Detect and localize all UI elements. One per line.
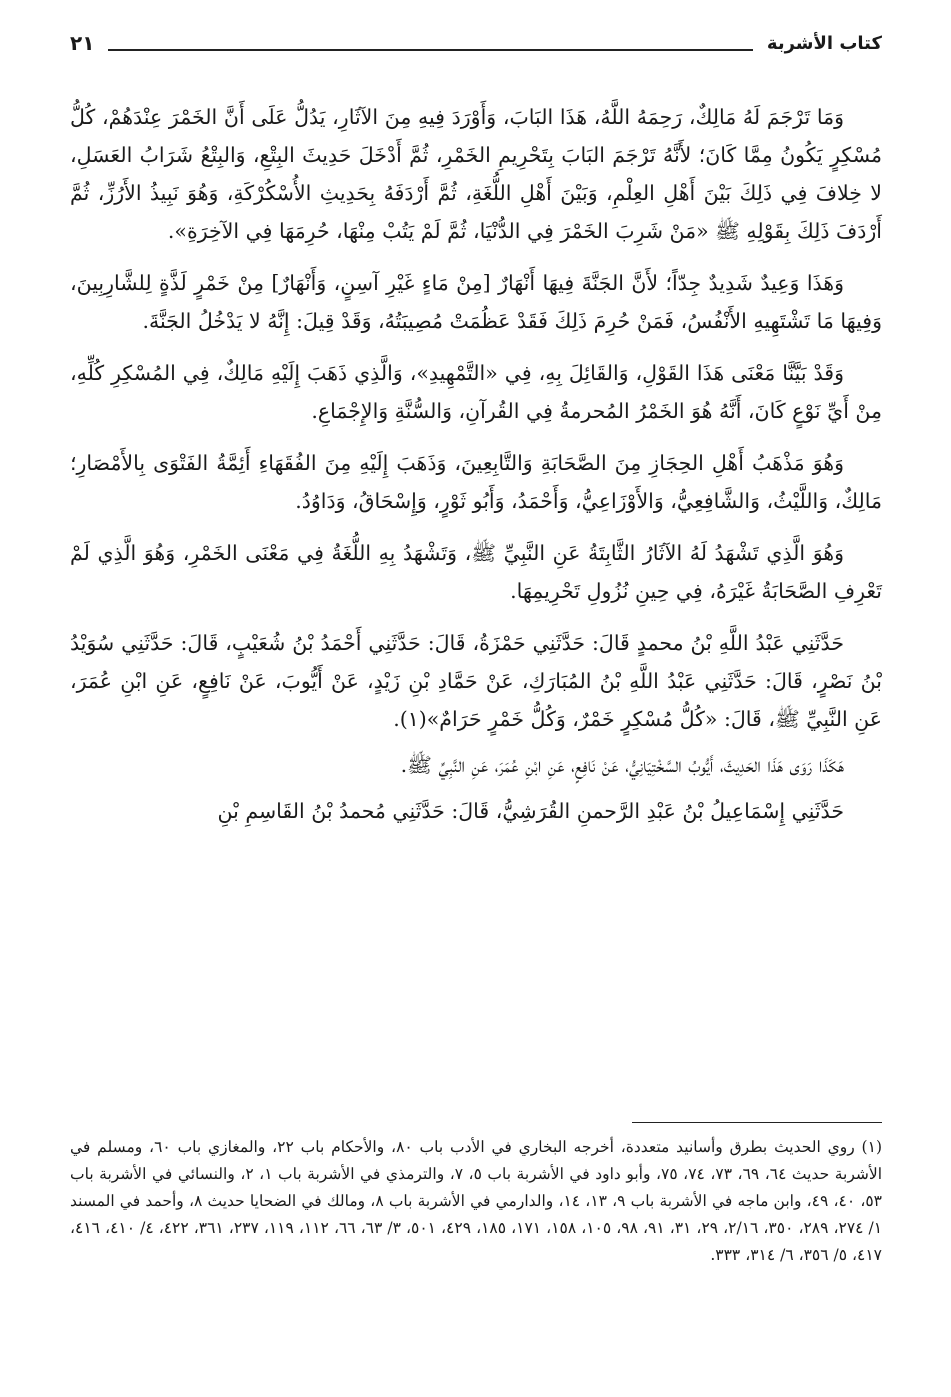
paragraph: وَهُوَ مَذْهَبُ أَهْلِ الحِجَازِ مِنَ الصَّحَابَةِ وَالتَّابِعِينَ، وَذَهَبَ إِلَيْهِ مِنَ الفُقَهَاءِ أَئِمَّةُ الفَتْوَى بِالأَمْصَارِ؛ مَالِكٌ، وَاللَّيْثُ، وَالشَّافِعِيُّ، وَالأَوْزَاعِيُّ، وَأَحْمَدُ، وَأَبُو ثَوْرٍ، وَإِسْحَاقُ، وَدَاوُدُ.	[70, 451, 882, 513]
footnote: (١) روي الحديث بطرق وأسانيد متعددة، أخرجه البخاري في الأدب باب ٨٠، والأحكام باب ٢٢، والمغازي باب ٦٠، ومسلم في الأشربة حديث ٦٤، ٦٩، ٧٣، ٧٤، ٧٥، وأبو داود في الأشربة باب ٥، ٧، والترمذي في الأشربة باب ١، ٢، والنسائي في الأشربة باب ٥٣، ٤٠، ٤٩، وابن ماجه في الأشربة باب ٩، ١٣، ١٤، والدارمي في الأشربة باب ٨، ومالك في الضحايا حديث ٨، وأحمد في المسند ١/ ٢٧٤، ٢٨٩، ٣٥٠، ٢/١٦، ٢٩، ٣١، ٩١، ٩٨، ١٠٥، ١٥٨، ١٧١، ١٨٥، ٤٢٩، ٥٠١، ٣/ ٦٣، ٦٦، ١١٢، ١١٩، ٢٣٧، ٣٦١، ٤٢٢، ٤/ ٤١٠، ٤١٦، ٤١٧، ٥/ ٣٥٦، ٦/ ٣١٤، ٣٣٣.	[70, 1138, 883, 1264]
paragraph: وَهَذَا وَعِيدٌ شَدِيدٌ جِدّاً؛ لأَنَّ الجَنَّةَ فِيهَا أَنْهَارٌ [مِنْ مَاءٍ غَيْرِ آسِنٍ، وَأَنْهَارٌ] مِنْ خَمْرٍ لَذَّةٍ لِلشَّارِبِينَ، وَفِيهَا مَا تَشْتَهِيهِ الأَنْفُسُ، فَمَنْ حُرِمَ ذَلِكَ فَقَدْ عَظُمَتْ مُصِيبَتُهُ، وَقَدْ قِيلَ: إِنَّهُ لا يَدْخُلُ الجَنَّةَ.	[70, 271, 882, 333]
main-text	[70, 98, 882, 830]
running-header	[70, 22, 882, 64]
paragraph: حَدَّثَنِي إِسْمَاعِيلُ بْنُ عَبْدِ الرَّحمنِ القُرَشِيُّ، قَالَ: حَدَّثَنِي مُحمدُ بْنُ القَاسِمِ بْنِ	[217, 799, 844, 823]
footnotes	[70, 1134, 882, 1269]
paragraph: هَكَذَا رَوَى هَذَا الحَدِيثَ، أَيُّوبُ السَّخْتِيَانِيُّ، عَنْ نَافِعٍ، عَنِ ابْنِ عُمَرَ، عَنِ النَّبِيِّ ﷺ.	[400, 753, 844, 777]
paragraph: وَقَدْ بَيَّنَّا مَعْنَى هَذَا القَوْلِ، وَالقَائِلَ بِهِ، فِي «التَّمْهِيدِ»، وَالَّذِي ذَهَبَ إِلَيْهِ مَالِكٌ، فِي المُسْكِرِ كُلِّهِ، مِنْ أَيِّ نَوْعٍ كَانَ، أَنَّهُ هُوَ الخَمْرُ المُحرمةُ فِي القُرآنِ، وَالسُّنَّةِ وَالإِجْمَاعِ.	[70, 361, 882, 423]
paragraph: وَمَا تَرْجَمَ لَهُ مَالِكٌ، رَحِمَهُ اللَّهُ، هَذَا البَابَ، وَأَوْرَدَ فِيهِ مِنَ الآثَارِ، يَدُلُّ عَلَى أَنَّ الخَمْرَ عِنْدَهُمْ، كُلُّ مُسْكِرٍ يَكُونُ مِمَّا كَانَ؛ لأَنَّهُ تَرْجَمَ البَابَ بِتَحْرِيمِ الخَمْرِ، ثُمَّ أَدْخَلَ حَدِيثَ البِتْعِ، وَالبِتْعُ شَرَابُ العَسَلِ، لا خِلافَ فِي ذَلِكَ بَيْنَ أَهْلِ العِلْمِ، وَبَيْنَ أَهْلِ اللُّغَةِ، ثُمَّ أَرْدَفَهُ بِحَدِيثِ الأُسْكُرْكَةِ، وَهُوَ نَبِيذُ الأَرُزِّ، ثُمَّ أَرْدَفَ ذَلِكَ بِقَوْلِهِ ﷺ «مَنْ شَرِبَ الخَمْرَ فِي الدُّنْيَا، ثُمَّ لَمْ يَتُبْ مِنْهَا، حُرِمَهَا فِي الآخِرَةِ».	[70, 105, 882, 243]
paragraph: حَدَّثَنِي عَبْدُ اللَّهِ بْنُ محمدٍ قَالَ: حَدَّثَنِي حَمْزَةُ، قَالَ: حَدَّثَنِي أَحْمَدُ بْنُ شُعَيْبٍ، قَالَ: حَدَّثَنِي سُوَيْدُ بْنُ نَصْرٍ، قَالَ: حَدَّثَنِي عَبْدُ اللَّهِ بْنُ المُبَارَكِ، عَنْ حَمَّادِ بْنِ زَيْدٍ، عَنْ أَيُّوبَ، عَنْ نَافِعٍ، عَنِ ابْنِ عُمَرَ، عَنِ النَّبِيِّ ﷺ، قَالَ: «كُلُّ مُسْكِرٍ خَمْرٌ، وَكُلُّ خَمْرٍ حَرَامٌ»(١).	[70, 631, 882, 731]
paragraph: وَهُوَ الَّذِي تَشْهَدُ لَهُ الآثَارُ الثَّابِتَةُ عَنِ النَّبِيِّ ﷺ، وَتَشْهَدُ بِهِ اللُّغَةُ فِي مَعْنَى الخَمْرِ، وَهُوَ الَّذِي لَمْ تَعْرِفِ الصَّحَابَةُ غَيْرَهُ، فِي حِينِ نُزُولِ تَحْرِيمِهَا.	[70, 541, 882, 603]
page-number: ٢١	[70, 31, 95, 55]
header-rule	[108, 49, 753, 51]
book-page	[70, 22, 882, 1372]
footnote-separator	[632, 1122, 882, 1123]
book-title: كتاب الأشربة	[766, 32, 882, 54]
